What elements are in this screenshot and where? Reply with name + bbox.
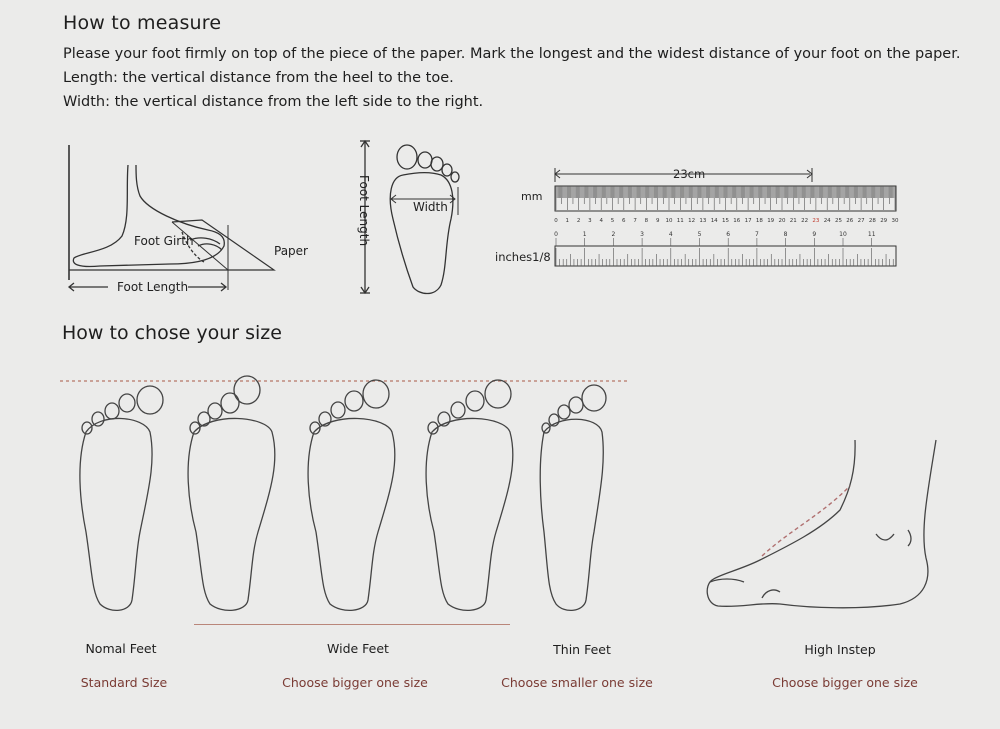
- wide-feet-underline: [194, 624, 510, 625]
- wide-foot-2: [308, 380, 395, 610]
- inch-tick-label: 6: [726, 231, 731, 238]
- cm-tick-label: 1: [565, 218, 570, 224]
- measure-title: How to measure: [63, 12, 222, 34]
- cm-tick-label: 4: [599, 218, 603, 224]
- inch-tick-label: 4: [668, 231, 673, 238]
- inch-tick-label: 9: [812, 231, 817, 238]
- foot-length-label: Foot Length: [117, 280, 189, 294]
- inch-tick-label: 0: [554, 231, 558, 238]
- cm-tick-label: 16: [733, 218, 741, 224]
- cm-tick-label: 20: [778, 218, 786, 224]
- cm-tick-label: 14: [710, 218, 718, 224]
- advice-thin: Choose smaller one size: [501, 675, 653, 690]
- mm-label: mm: [521, 190, 543, 203]
- choose-title: How to chose your size: [62, 322, 282, 344]
- normal-foot: [80, 386, 163, 610]
- cm-tick-label: 9: [655, 218, 660, 224]
- cm-tick-label: 12: [688, 218, 696, 224]
- cm-tick-label: 13: [699, 218, 707, 224]
- foot-length-vertical-label: Foot Length: [357, 175, 371, 247]
- type-high-instep: High Instep: [804, 642, 876, 657]
- cm-tick-label: 0: [554, 218, 558, 224]
- top-foot-diagram: [355, 135, 470, 300]
- high-instep-foot: [700, 430, 945, 620]
- cm-tick-label: 24: [823, 218, 831, 224]
- inch-tick-label: 8: [783, 231, 788, 238]
- wide-foot-1: [188, 376, 275, 610]
- cm-tick-label: 5: [610, 218, 615, 224]
- inch-tick-label: 11: [867, 231, 876, 238]
- cm-tick-label: 21: [789, 218, 797, 224]
- ruler: [550, 160, 900, 270]
- cm-tick-label: 22: [801, 218, 809, 224]
- instruction-line-2: Length: the vertical distance from the heel to the toe.: [63, 70, 454, 86]
- inch-tick-label: 3: [640, 231, 645, 238]
- cm-tick-label: 15: [722, 218, 729, 224]
- cm-tick-label: 11: [676, 218, 684, 224]
- cm-tick-label: 7: [633, 218, 637, 224]
- cm-tick-label: 18: [755, 218, 763, 224]
- instruction-line-1: Please your foot firmly on top of the piece of the paper. Mark the longest and the widest distance of your foot on the paper.: [63, 46, 961, 62]
- paper-label: Paper: [274, 244, 308, 258]
- cm-tick-label: 27: [857, 218, 865, 224]
- side-foot-diagram: [60, 140, 320, 300]
- cm-tick-label: 25: [835, 218, 842, 224]
- inch-label: inches1/8: [495, 250, 551, 264]
- type-wide: Wide Feet: [327, 641, 389, 656]
- foot-girth-label: Foot Girth: [134, 234, 194, 248]
- inch-tick-label: 1: [582, 231, 587, 238]
- span-label: 23cm: [673, 167, 706, 181]
- cm-tick-label: 3: [588, 218, 592, 224]
- cm-tick-label: 23: [812, 218, 820, 224]
- inch-tick-label: 10: [839, 231, 847, 238]
- instruction-line-3: Width: the vertical distance from the left side to the right.: [63, 94, 484, 110]
- cm-tick-label: 19: [767, 218, 775, 224]
- type-normal: Nomal Feet: [85, 641, 157, 656]
- inch-tick-label: 7: [754, 231, 759, 238]
- width-label: Width: [413, 200, 448, 214]
- advice-high-instep: Choose bigger one size: [772, 675, 918, 690]
- type-thin: Thin Feet: [553, 642, 611, 657]
- cm-tick-label: 30: [891, 218, 899, 224]
- inch-tick-label: 5: [697, 231, 702, 238]
- cm-tick-label: 28: [868, 218, 876, 224]
- advice-normal: Standard Size: [80, 675, 168, 690]
- cm-tick-label: 26: [846, 218, 854, 224]
- cm-tick-label: 2: [576, 218, 581, 224]
- cm-tick-label: 17: [744, 218, 752, 224]
- feet-comparison: [70, 372, 640, 617]
- cm-tick-label: 29: [880, 218, 888, 224]
- cm-tick-label: 10: [665, 218, 673, 224]
- cm-tick-label: 6: [622, 218, 626, 224]
- thin-foot: [540, 385, 606, 610]
- advice-wide: Choose bigger one size: [282, 675, 428, 690]
- cm-tick-label: 8: [644, 218, 649, 224]
- wide-foot-3: [426, 380, 513, 610]
- inch-tick-label: 2: [611, 231, 616, 238]
